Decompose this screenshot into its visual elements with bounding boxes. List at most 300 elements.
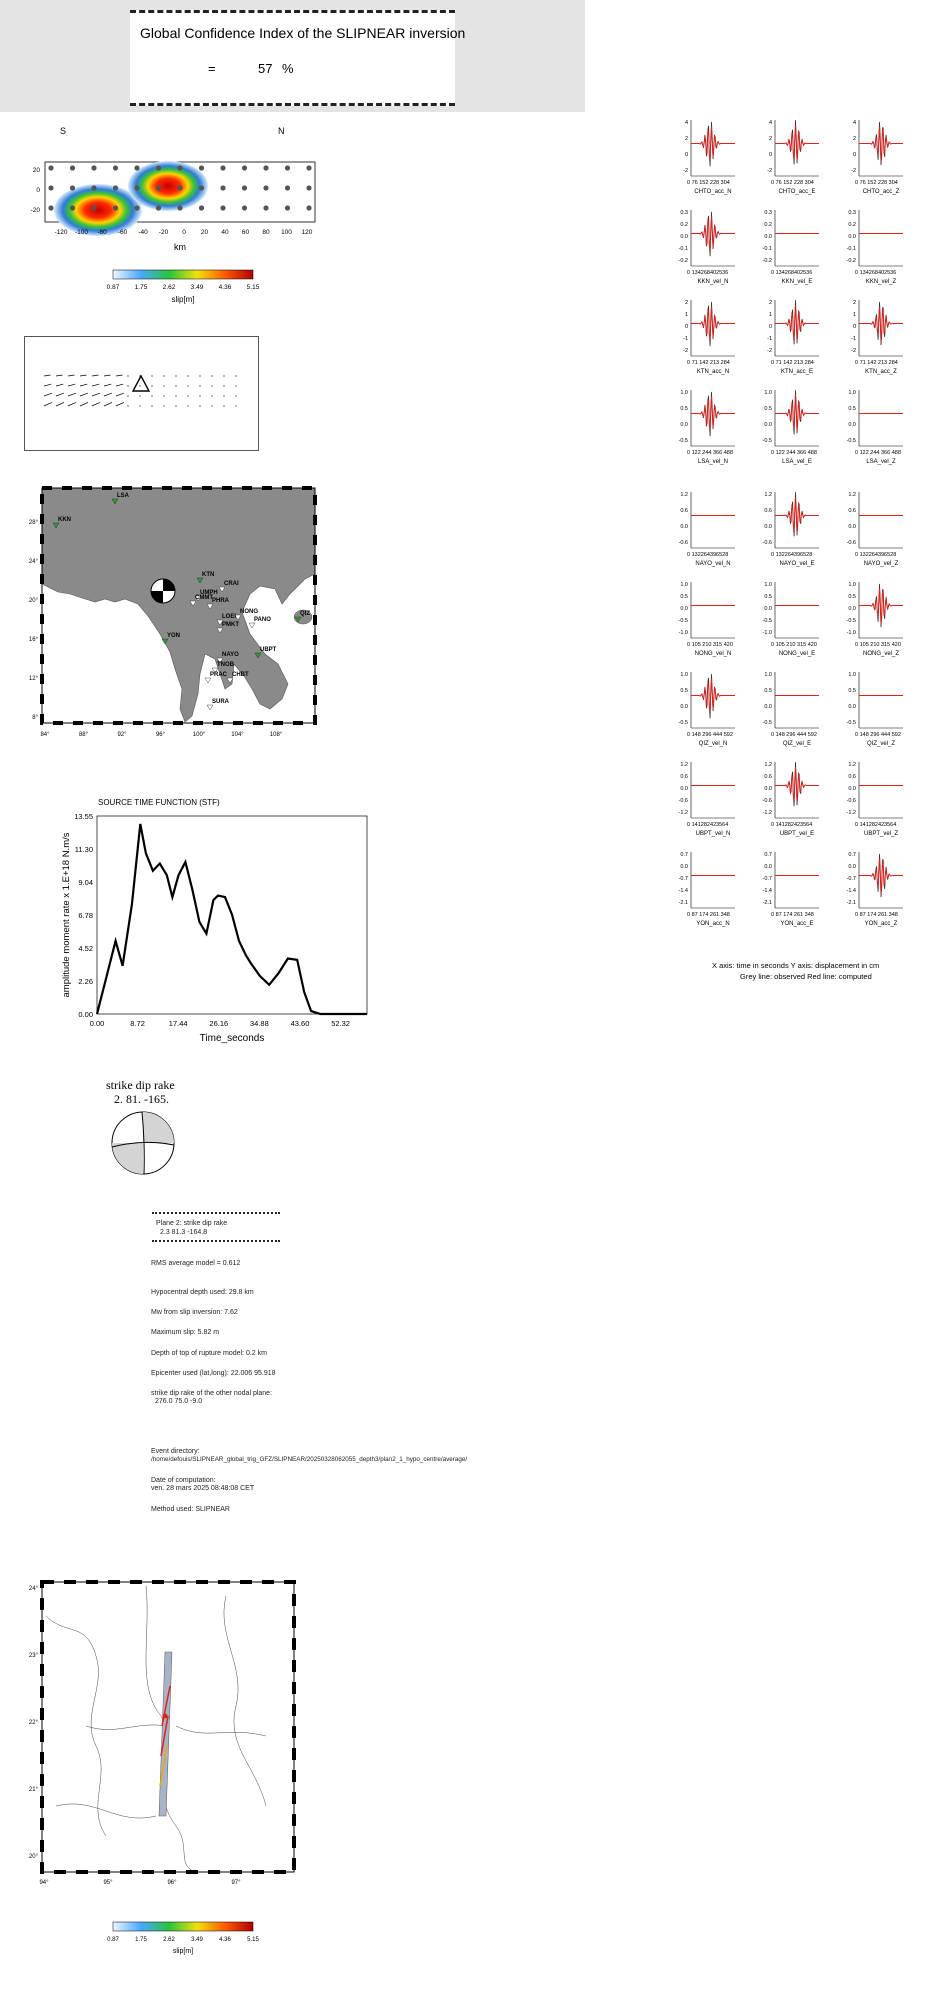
station-label: YON xyxy=(167,633,181,639)
subfault-dot xyxy=(242,185,247,190)
waveform-x-ticks: 0 134268402536 xyxy=(687,270,729,276)
slip-vector-dot xyxy=(235,375,236,376)
waveform-panel xyxy=(749,296,829,384)
waveform-y-tick: -1 xyxy=(683,336,688,342)
waveform-y-tick: 0.0 xyxy=(764,524,772,530)
observed-trace xyxy=(691,212,735,256)
waveform-panel xyxy=(665,668,745,756)
subfault-dot xyxy=(48,205,53,210)
slip-vector-dot xyxy=(187,395,188,396)
waveform-panel xyxy=(833,296,913,384)
slip-vector-dot xyxy=(223,385,224,386)
stf-x-tick: 17.44 xyxy=(168,1019,188,1028)
waveform-y-tick: -2 xyxy=(767,168,772,174)
waveform-y-tick: -0.6 xyxy=(762,540,772,546)
subfault-dot xyxy=(70,205,75,210)
subfault-dot xyxy=(156,165,161,170)
subfault-dot xyxy=(134,185,139,190)
slip-vector-dot xyxy=(151,395,152,396)
waveform-y-tick: -1 xyxy=(767,336,772,342)
station-label: KKN xyxy=(58,517,71,523)
station-label: KTN xyxy=(202,572,215,578)
waveform-y-tick: -0.7 xyxy=(678,876,688,882)
slip-map-y-ticks xyxy=(31,167,41,214)
waveform-y-tick: 0.0 xyxy=(848,524,856,530)
map-lon-tick: 104° xyxy=(231,732,244,738)
waveform-y-tick: 0.0 xyxy=(848,864,856,870)
subfault-dot xyxy=(177,185,182,190)
waveform-label: UBPT_vel_N xyxy=(695,831,731,837)
colorbar-tick: 3.49 xyxy=(190,284,204,291)
computed-trace xyxy=(691,217,735,250)
plane2-values: 2.3 81.3 -164.8 xyxy=(160,1229,208,1236)
waveform-y-tick: -2 xyxy=(683,348,688,354)
waveform-y-tick: -2 xyxy=(767,348,772,354)
waveform-x-ticks: 0 141282423564 xyxy=(771,822,813,828)
waveform-panel xyxy=(833,116,913,204)
subfault-dot xyxy=(134,165,139,170)
waveform-y-tick: 0.0 xyxy=(848,704,856,710)
waveform-x-ticks: 0 132264396528 xyxy=(855,552,897,558)
waveform-y-tick: 0 xyxy=(768,152,772,158)
waveform-label: QIZ_vel_E xyxy=(782,741,812,747)
slip-map-x-tick: -80 xyxy=(97,229,107,236)
slip-vector-dot xyxy=(235,395,236,396)
waveform-y-tick: 0.5 xyxy=(764,406,772,412)
waveform-y-tick: -0.7 xyxy=(762,876,772,882)
slip-map-x-tick: -40 xyxy=(138,229,148,236)
waveform-y-tick: -0.6 xyxy=(846,798,856,804)
slip-vector-dot xyxy=(175,405,176,406)
waveform-x-ticks: 0 134268402536 xyxy=(771,270,813,276)
slip-vector-dot xyxy=(187,405,188,406)
waveform-y-tick: -0.7 xyxy=(846,876,856,882)
slip-vector-dot xyxy=(139,405,140,406)
slip-map-y-tick: -20 xyxy=(30,207,40,214)
slip-vector-dot xyxy=(199,385,200,386)
slip-map-x-tick: -60 xyxy=(117,229,128,236)
slip-vector-dot xyxy=(175,375,176,376)
waveform-y-tick: 0.6 xyxy=(764,508,772,514)
slip-map-y-tick: 0 xyxy=(36,187,40,194)
beachball xyxy=(109,1109,179,1179)
subfault-dot xyxy=(220,165,225,170)
map-lat-tick: 28° xyxy=(28,520,38,526)
colorbar-tick: 4.36 xyxy=(218,284,232,291)
subfault-dot xyxy=(177,165,182,170)
waveform-label: LSA_vel_E xyxy=(782,459,812,465)
waveform-x-ticks: 0 122 244 366 488 xyxy=(771,450,817,456)
computed-trace xyxy=(691,397,735,430)
slip-vector-dot xyxy=(223,375,224,376)
rupture-lat-tick: 20° xyxy=(28,1854,38,1860)
stf-y-tick: 11.30 xyxy=(74,845,93,854)
waveform-y-tick: 0.0 xyxy=(680,704,688,710)
waveform-legend-axes: X axis: time in seconds Y axis: displacement in cm xyxy=(712,961,880,970)
map-lon-tick: 92° xyxy=(117,732,127,738)
waveform-y-tick: 0.5 xyxy=(680,688,688,694)
map-lon-tick: 100° xyxy=(192,732,206,738)
waveform-y-tick: -1.0 xyxy=(678,630,688,636)
rupture-lat-tick: 22° xyxy=(28,1720,38,1726)
waveform-y-tick: -0.5 xyxy=(846,618,856,624)
waveform-y-tick: -0.5 xyxy=(678,720,688,726)
waveform-panel xyxy=(665,758,745,846)
subfault-dot xyxy=(285,205,290,210)
slip-map-x-tick: 20 xyxy=(200,229,209,236)
slip-map-x-tick: 40 xyxy=(221,229,229,236)
waveform-x-ticks: 0 71 142 213 284 xyxy=(771,360,814,366)
waveform-x-ticks: 0 122 244 366 488 xyxy=(855,450,901,456)
waveform-x-ticks: 0 148 296 444 592 xyxy=(771,732,817,738)
waveform-label: YON_acc_Z xyxy=(864,921,898,927)
colorbar-tick: 4.36 xyxy=(219,1937,231,1943)
gci-value: 57 xyxy=(258,61,273,76)
colorbar-tick: 0.87 xyxy=(107,1937,119,1943)
rupture-map-lat-ticks xyxy=(29,1586,39,1860)
waveform-label: UBPT_vel_Z xyxy=(863,831,899,837)
slip-vector-dot xyxy=(163,375,164,376)
focal-values: 2. 81. -165. xyxy=(114,1092,169,1106)
waveform-x-ticks: 0 87 174 261 348 xyxy=(687,912,730,918)
waveform-y-tick: 0.3 xyxy=(848,210,856,216)
gci-panel xyxy=(130,10,466,106)
slip-map-x-tick: -20 xyxy=(158,229,169,236)
waveform-label: YON_acc_E xyxy=(780,921,814,927)
map-lat-tick: 12° xyxy=(28,676,38,682)
slip-map-north-label: N xyxy=(278,126,285,136)
waveform-y-tick: -2.1 xyxy=(762,900,772,906)
slip-vector-dot xyxy=(127,385,128,386)
waveform-y-tick: 2 xyxy=(768,300,772,306)
slip-map-x-tick: 120 xyxy=(301,229,313,236)
colorbar-tick: 1.75 xyxy=(135,1937,147,1943)
subfault-dot xyxy=(91,165,96,170)
station-label: TNOB xyxy=(217,662,234,668)
waveform-x-ticks: 0 148 296 444 592 xyxy=(855,732,901,738)
slip-vector-dot xyxy=(187,385,188,386)
bottom-colorbar-label: slip[m] xyxy=(172,1948,194,1955)
computed-trace xyxy=(775,305,819,341)
waveform-y-tick: 1 xyxy=(852,312,856,318)
waveform-label: QIZ_vel_N xyxy=(698,741,728,747)
waveform-y-tick: 4 xyxy=(852,120,856,126)
stf-y-tick: 9.04 xyxy=(78,878,93,887)
waveform-y-tick: 0.6 xyxy=(848,774,856,780)
waveform-label: KTN_acc_E xyxy=(780,369,814,375)
waveform-y-tick: 1.2 xyxy=(680,492,688,498)
waveform-label: LSA_vel_N xyxy=(697,459,729,465)
waveform-y-tick: 0.3 xyxy=(764,210,772,216)
waveform-label: CHTO_acc_Z xyxy=(862,189,900,195)
observed-trace xyxy=(691,674,735,718)
slip-vector-dot xyxy=(151,375,152,376)
waveform-y-tick: 0.0 xyxy=(764,606,772,612)
waveform-y-tick: 0.7 xyxy=(764,852,772,858)
station-label: PRAC xyxy=(210,672,228,678)
waveform-panel xyxy=(665,488,745,576)
waveform-label: CHTO_acc_N xyxy=(694,189,732,195)
slip-vector-dot xyxy=(199,375,200,376)
waveform-panel xyxy=(833,668,913,756)
waveform-x-ticks: 0 87 174 261 348 xyxy=(771,912,814,918)
waveform-y-tick: 0.2 xyxy=(764,222,772,228)
subfault-dot xyxy=(113,185,118,190)
colorbar-gradient xyxy=(113,270,253,279)
subfault-dot xyxy=(199,165,204,170)
colorbar-label: slip[m] xyxy=(171,295,195,304)
slip-map-south-label: S xyxy=(60,126,67,136)
waveform-label: QIZ_vel_Z xyxy=(866,741,896,747)
slip-vector-dot xyxy=(139,395,140,396)
waveform-y-tick: 4 xyxy=(684,120,688,126)
waveform-y-tick: -1 xyxy=(851,336,856,342)
waveform-x-ticks: 0 76 152 228 304 xyxy=(771,180,814,186)
waveform-label: KKN_vel_E xyxy=(781,279,813,285)
station-label: UMPH xyxy=(200,590,218,596)
waveform-label: LSA_vel_Z xyxy=(866,459,896,465)
waveform-y-tick: 0.5 xyxy=(764,594,772,600)
station-label: LOEI xyxy=(222,614,237,620)
waveform-y-tick: 0 xyxy=(852,324,856,330)
waveform-label: KTN_acc_N xyxy=(696,369,730,375)
waveform-y-tick: 0.0 xyxy=(764,704,772,710)
subfault-dot xyxy=(199,185,204,190)
stf-y-tick: 4.52 xyxy=(78,944,93,953)
waveform-label: KKN_vel_N xyxy=(697,279,729,285)
slip-vector-dot xyxy=(163,385,164,386)
waveform-panel xyxy=(749,386,829,474)
waveform-panel xyxy=(665,386,745,474)
beachball-quadrant-sw xyxy=(112,1143,143,1174)
subfault-dot xyxy=(156,185,161,190)
waveform-panel xyxy=(833,488,913,576)
info-event-dir: /home/defouis/SLIPNEAR_global_trig_GFZ/SLIPNEAR/20250328062055_depth3/plan2_1_hypo_centre/average/ xyxy=(151,1456,468,1463)
computed-trace xyxy=(859,589,903,625)
subfault-dot xyxy=(220,205,225,210)
colorbar-tick: 2.62 xyxy=(162,284,176,291)
station-label: UBPT xyxy=(260,647,277,653)
map-lon-tick: 84° xyxy=(40,732,50,738)
waveform-y-tick: 1.2 xyxy=(848,762,856,768)
waveform-label: CHTO_acc_E xyxy=(778,189,816,195)
waveform-y-tick: 2 xyxy=(684,300,688,306)
subfault-dot xyxy=(70,165,75,170)
computed-trace xyxy=(775,767,819,803)
waveform-y-tick: -0.6 xyxy=(846,540,856,546)
stf-x-tick: 52.32 xyxy=(331,1019,350,1028)
map-lat-tick: 20° xyxy=(28,598,38,604)
slip-colorbar xyxy=(105,268,265,306)
subfault-dot xyxy=(306,165,311,170)
waveform-y-tick: -1.0 xyxy=(846,630,856,636)
waveform-y-tick: 2 xyxy=(768,136,772,142)
waveform-y-tick: -0.6 xyxy=(762,798,772,804)
waveform-y-tick: -0.1 xyxy=(678,246,688,252)
waveform-y-tick: 0.2 xyxy=(848,222,856,228)
waveform-panel xyxy=(665,206,745,294)
bottom-colorbar xyxy=(105,1920,265,1958)
waveform-x-ticks: 0 134268402536 xyxy=(855,270,897,276)
colorbar-tick: 5.15 xyxy=(246,284,260,291)
waveform-y-tick: 1.0 xyxy=(848,582,856,588)
waveform-y-tick: 0.7 xyxy=(680,852,688,858)
beachball-quadrant-ne xyxy=(143,1112,174,1143)
info-max-slip: Maximum slip: 5.82 m xyxy=(151,1329,220,1336)
waveform-legend-lines: Grey line: observed Red line: computed xyxy=(740,972,872,981)
waveform-y-tick: 0.0 xyxy=(764,864,772,870)
waveform-x-ticks: 0 105 210 315 420 xyxy=(687,642,733,648)
subfault-dot xyxy=(306,185,311,190)
slip-map-x-tick: 0 xyxy=(182,229,186,236)
waveform-panel xyxy=(749,668,829,756)
bottom-colorbar-ticks xyxy=(107,1937,259,1943)
computed-trace xyxy=(859,859,903,895)
waveform-y-tick: 0.0 xyxy=(764,422,772,428)
map-focal-mechanism-icon xyxy=(151,579,175,603)
info-rms: RMS average model = 0.612 xyxy=(151,1260,241,1267)
waveform-panel xyxy=(833,848,913,936)
colorbar-tick: 0.87 xyxy=(106,284,120,291)
stf-title: SOURCE TIME FUNCTION (STF) xyxy=(98,798,220,807)
waveform-x-ticks: 0 71 142 213 284 xyxy=(855,360,898,366)
observed-trace xyxy=(691,122,735,166)
rupture-zone-map xyxy=(26,1576,306,1896)
slip-vector-dot xyxy=(211,385,212,386)
waveform-y-tick: 0.6 xyxy=(848,508,856,514)
computed-trace xyxy=(775,395,819,431)
stf-y-tick: 13.55 xyxy=(74,812,93,821)
waveform-y-tick: -0.2 xyxy=(678,258,688,264)
stf-x-tick: 0.00 xyxy=(89,1019,105,1028)
rupture-lon-tick: 95° xyxy=(103,1880,113,1886)
rupture-lon-tick: 94° xyxy=(39,1880,49,1886)
waveform-x-ticks: 0 105 210 315 420 xyxy=(771,642,817,648)
waveform-y-tick: -1.2 xyxy=(846,810,856,816)
station-label: NAYO xyxy=(222,652,239,658)
waveform-label: KTN_acc_Z xyxy=(865,369,897,375)
stf-y-label: amplitude moment rate x 1.E+18 N.m/s xyxy=(61,832,72,998)
stf-y-tick: 2.26 xyxy=(78,977,93,986)
waveform-label: NONG_vel_E xyxy=(778,651,816,657)
stf-x-label: Time_seconds xyxy=(199,1033,265,1044)
waveform-y-tick: 0 xyxy=(768,324,772,330)
waveform-y-tick: 1 xyxy=(768,312,772,318)
waveform-y-tick: -1.2 xyxy=(678,810,688,816)
map-lat-tick: 24° xyxy=(28,559,38,565)
waveform-x-ticks: 0 105 210 315 420 xyxy=(855,642,901,648)
station-label: CHBT xyxy=(232,672,249,678)
waveform-label: YON_acc_N xyxy=(696,921,730,927)
waveform-panel xyxy=(749,578,829,666)
waveform-panel xyxy=(749,758,829,846)
waveform-y-tick: 0.5 xyxy=(680,406,688,412)
slip-map-x-label: km xyxy=(174,242,186,252)
waveform-y-tick: 0 xyxy=(684,152,688,158)
waveform-y-tick: -0.5 xyxy=(678,438,688,444)
station-label: SURA xyxy=(212,699,230,705)
map-lon-tick: 96° xyxy=(155,732,166,738)
map-lat-tick: 16° xyxy=(28,637,38,643)
gci-equals: = xyxy=(208,61,216,76)
subfault-dot xyxy=(91,185,96,190)
waveform-y-tick: 0.0 xyxy=(680,234,688,240)
waveform-y-tick: -2 xyxy=(683,168,688,174)
waveform-y-tick: 0.0 xyxy=(680,606,688,612)
computed-trace xyxy=(859,307,903,343)
slip-map-x-tick: 100 xyxy=(281,229,292,236)
waveform-y-tick: 0.0 xyxy=(764,786,772,792)
waveform-label: NAYO_vel_E xyxy=(779,561,815,567)
computed-trace xyxy=(775,497,819,533)
waveform-y-tick: 0.0 xyxy=(680,524,688,530)
waveform-y-tick: 1.0 xyxy=(680,582,688,588)
subfault-dot xyxy=(70,185,75,190)
waveform-y-tick: 1.0 xyxy=(680,390,688,396)
waveform-x-ticks: 0 132264396528 xyxy=(771,552,813,558)
computed-trace xyxy=(691,307,735,340)
waveform-y-tick: 0.5 xyxy=(848,594,856,600)
waveform-y-tick: -0.5 xyxy=(762,618,772,624)
rupture-map-lon-ticks xyxy=(39,1880,241,1886)
slip-vector-dot xyxy=(163,395,164,396)
slip-vector-dot xyxy=(235,385,236,386)
info-mw: Mw from slip inversion: 7.62 xyxy=(151,1309,238,1316)
waveform-y-tick: -0.5 xyxy=(762,438,772,444)
subfault-dot xyxy=(263,205,268,210)
waveform-y-tick: -2 xyxy=(851,348,856,354)
subfault-dot xyxy=(285,165,290,170)
waveform-panel xyxy=(833,758,913,846)
observed-trace xyxy=(691,302,735,346)
waveform-x-ticks: 0 87 174 261 348 xyxy=(855,912,898,918)
stf-y-tick: 0.00 xyxy=(78,1010,93,1019)
slip-vector-panel xyxy=(24,336,260,452)
subfault-dot xyxy=(306,205,311,210)
map-lon-tick: 88° xyxy=(78,732,89,738)
waveform-label: NAYO_vel_N xyxy=(695,561,731,567)
slip-map-x-tick: 80 xyxy=(262,229,270,236)
map-latitude-ticks xyxy=(29,520,39,721)
waveform-panel xyxy=(749,488,829,576)
gci-title: Global Confidence Index of the SLIPNEAR inversion xyxy=(140,25,466,41)
stf-x-ticks xyxy=(90,1019,350,1028)
waveform-panel xyxy=(665,116,745,204)
waveform-y-tick: 1.0 xyxy=(848,672,856,678)
stf-y-tick: 6.78 xyxy=(78,911,93,920)
waveform-label: KKN_vel_Z xyxy=(865,279,897,285)
slip-vector-dot xyxy=(211,395,212,396)
waveform-y-tick: -2 xyxy=(851,168,856,174)
slip-vector-dot xyxy=(223,395,224,396)
slip-vector-dot xyxy=(199,395,200,396)
slip-vector-dot xyxy=(175,385,176,386)
waveform-panel xyxy=(665,578,745,666)
subfault-dot xyxy=(199,205,204,210)
info-date-label: Date of computation: xyxy=(151,1477,216,1484)
slip-vector-dot xyxy=(211,375,212,376)
slip-vector-dot xyxy=(151,405,152,406)
waveform-y-tick: 0.0 xyxy=(680,422,688,428)
station-label: PMKT xyxy=(222,622,239,628)
waveform-y-tick: 4 xyxy=(768,120,772,126)
waveform-x-ticks: 0 141282423564 xyxy=(855,822,897,828)
waveform-y-tick: 0.0 xyxy=(848,234,856,240)
info-top-rupture: Depth of top of rupture model: 0.2 km xyxy=(151,1350,267,1357)
slip-patch-north xyxy=(128,161,208,211)
stf-chart xyxy=(55,808,375,1048)
slip-vector-dot xyxy=(187,375,188,376)
